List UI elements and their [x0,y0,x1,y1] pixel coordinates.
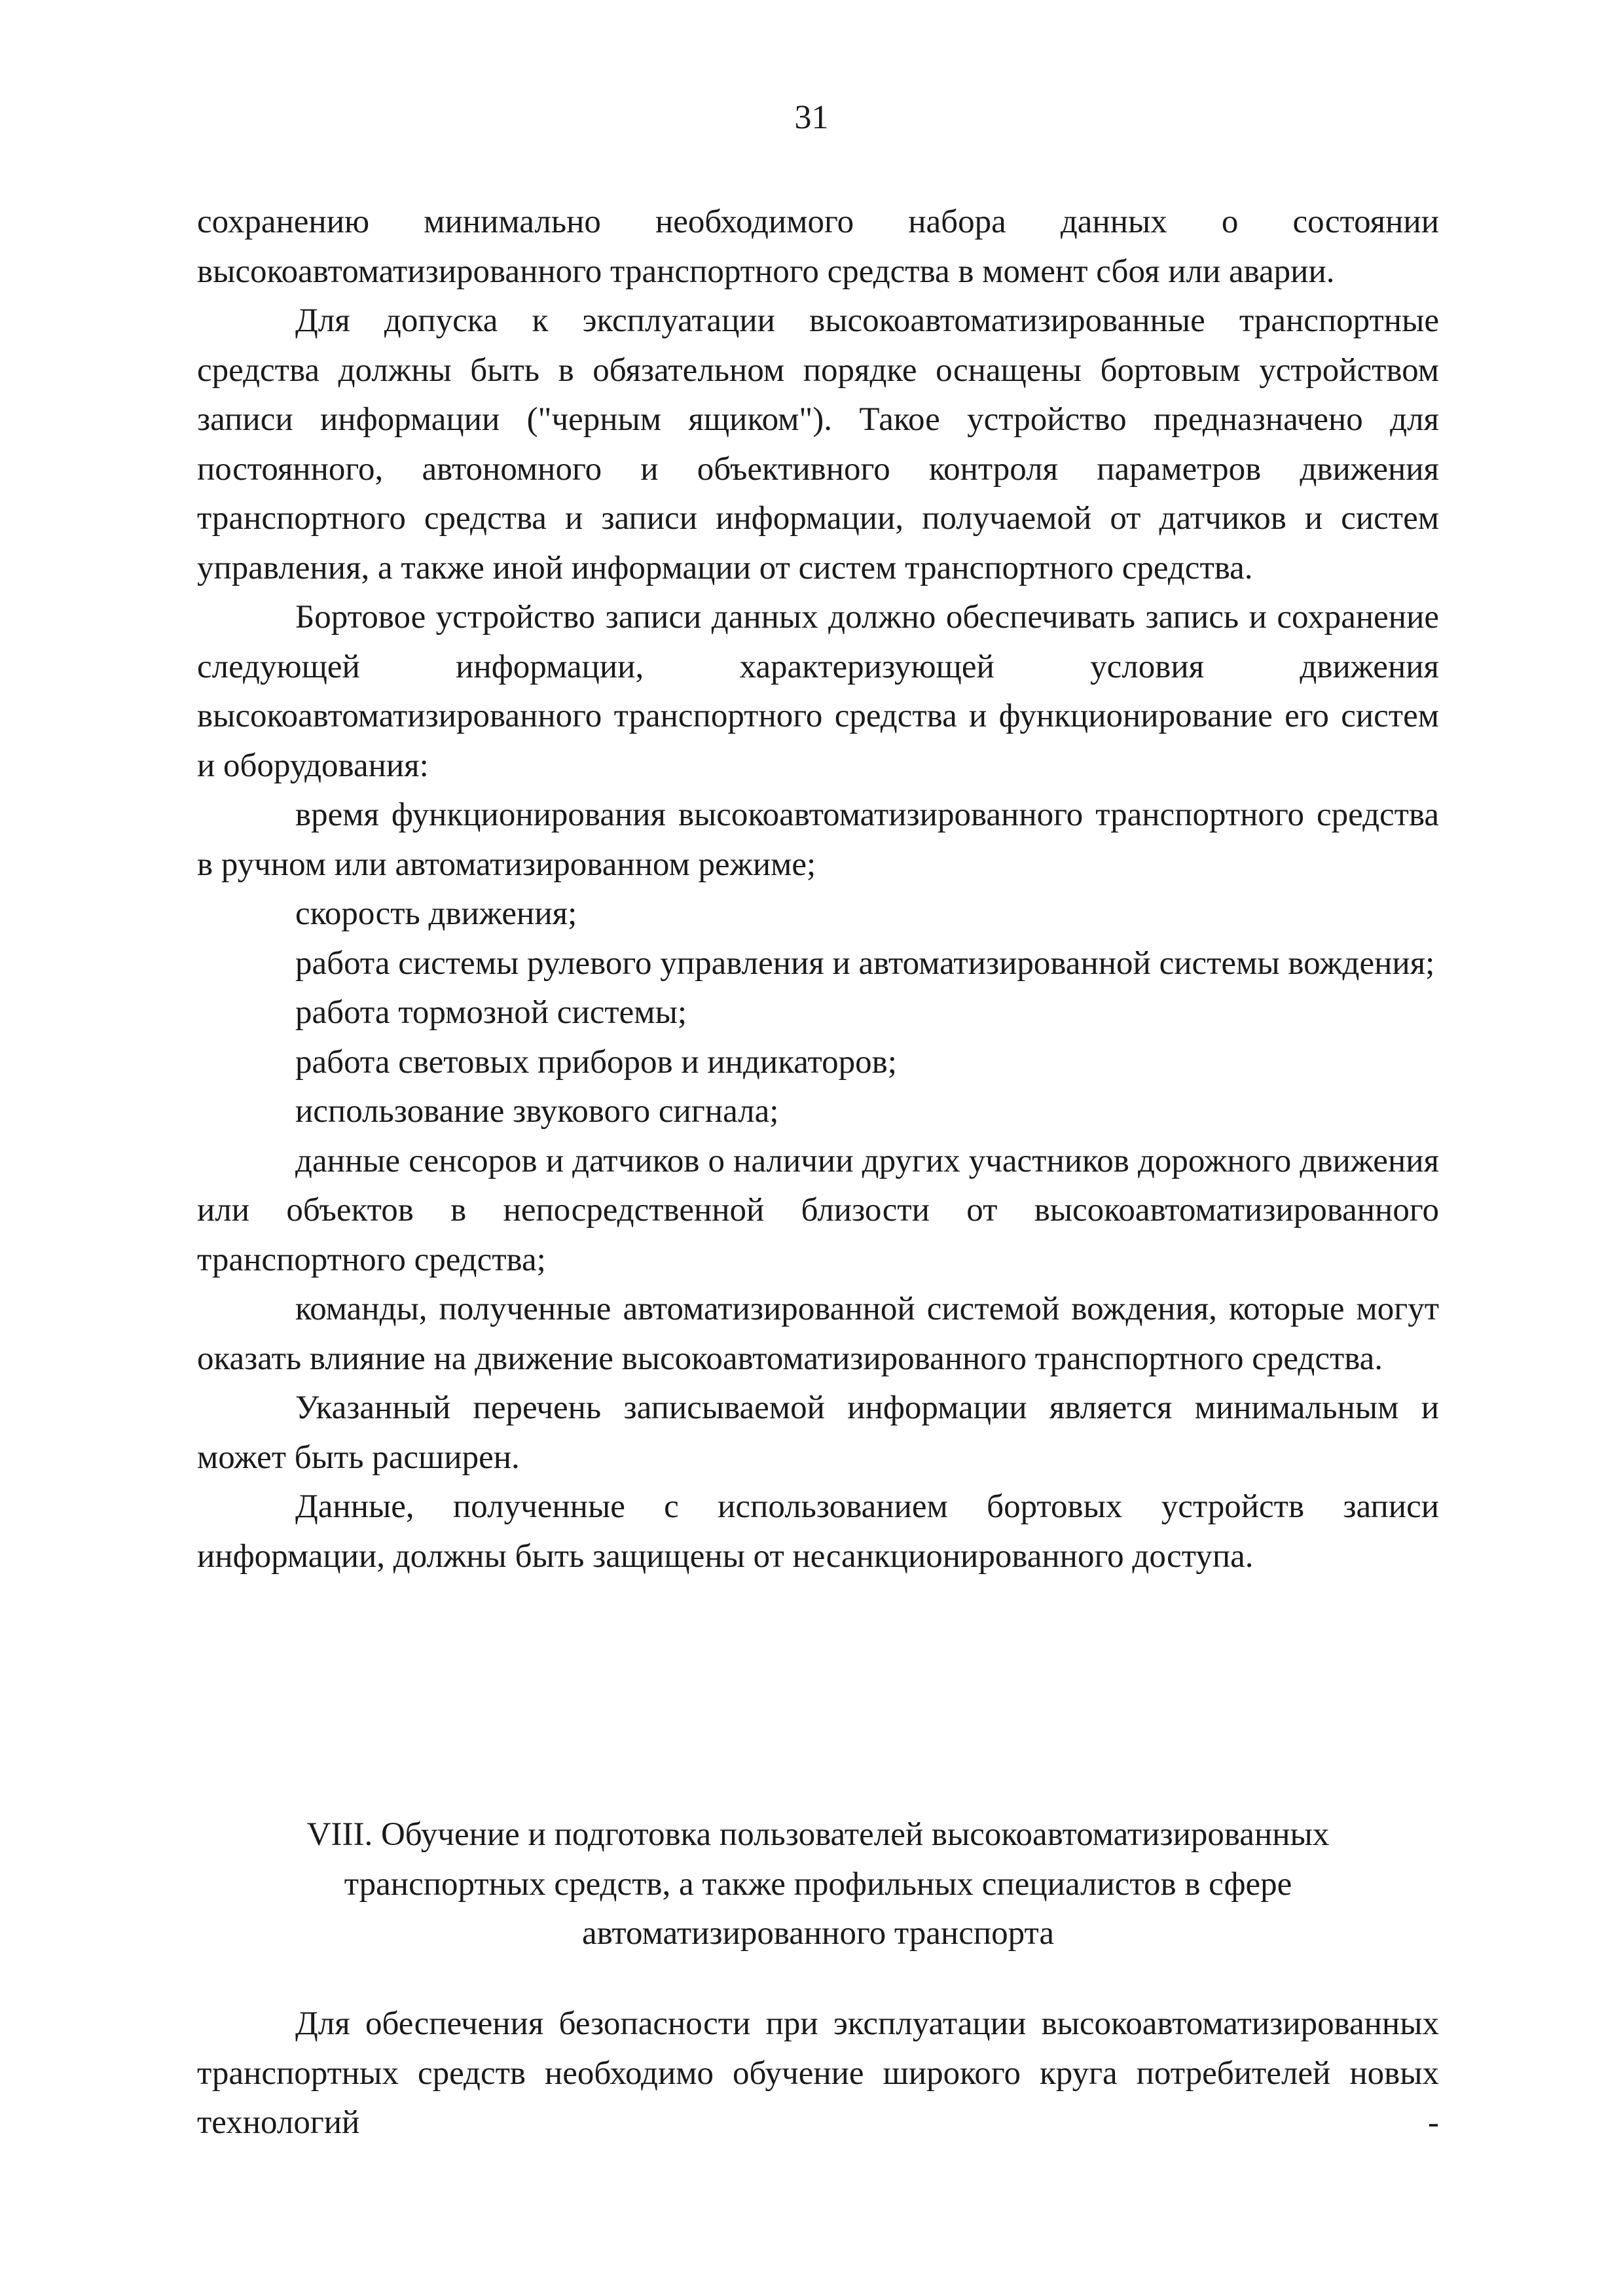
paragraph-data-protection: Данные, полученные с использованием бортовых устройств записи информации, должны быть защищены от несанкционированного доступа. [197,1488,1439,1575]
paragraph-recorder-data: Бортовое устройство записи данных должно обеспечивать запись и сохранение следующей информации, характеризующей условия движения высокоавтоматизированного транспортного средства и функционирование его систем и оборудования: [197,599,1439,784]
list-item-commands: команды, полученные автоматизированной системой вождения, которые могут оказать влияние на движение высокоавтоматизированного транспортного средства. [197,1291,1439,1377]
section-heading-line: VIII. Обучение и подготовка пользователей высокоавтоматизированных [306,1816,1330,1853]
list-item-horn: использование звукового сигнала; [295,1093,779,1130]
paragraph-continuation: сохранению минимально необходимого набора данных о состоянии высокоавтоматизированного транспортного средства в момент сбоя или аварии. [197,204,1439,290]
section-heading-line: автоматизированного транспорта [581,1915,1055,1952]
list-item-lights: работа световых приборов и индикаторов; [295,1043,897,1081]
page-number: 31 [794,99,829,136]
list-item-brakes: работа тормозной системы; [295,994,687,1031]
list-item-speed: скорость движения; [295,895,577,932]
paragraph-training: Для обеспечения безопасности при эксплуатации высокоавтоматизированных транспортных средств необходимо обучение широкого круга потребителей новых технологий - [197,2005,1439,2141]
paragraph-list-minimal: Указанный перечень записываемой информации является минимальным и может быть расширен. [197,1390,1439,1476]
list-item-steering: работа системы рулевого управления и автоматизированной системы вождения; [295,944,1435,982]
list-item-operation-time: время функционирования высокоавтоматизированного транспортного средства в ручном или автоматизированном режиме; [197,797,1439,883]
section-heading [197,1810,1439,1959]
body-text [197,198,1439,1581]
list-item-sensors: данные сенсоров и датчиков о наличии других участников дорожного движения или объектов в непосредственной близости от высокоавтоматизированного транспортного средства; [197,1142,1439,1278]
paragraph-black-box-requirement: Для допуска к эксплуатации высокоавтоматизированные транспортные средства должны быть в обязательном порядке оснащены бортовым устройством записи информации ("черным ящиком"). Такое устройство предназначено для постоянного, автономного и объективного контроля параметров движения транспортного средства и записи информации, получаемой от датчиков и систем управления, а также иной информации от систем транспортного средства. [197,302,1439,586]
section-heading-line: транспортных средств, а также профильных специалистов в сфере [344,1865,1292,1903]
section-body-text [197,2000,1439,2148]
